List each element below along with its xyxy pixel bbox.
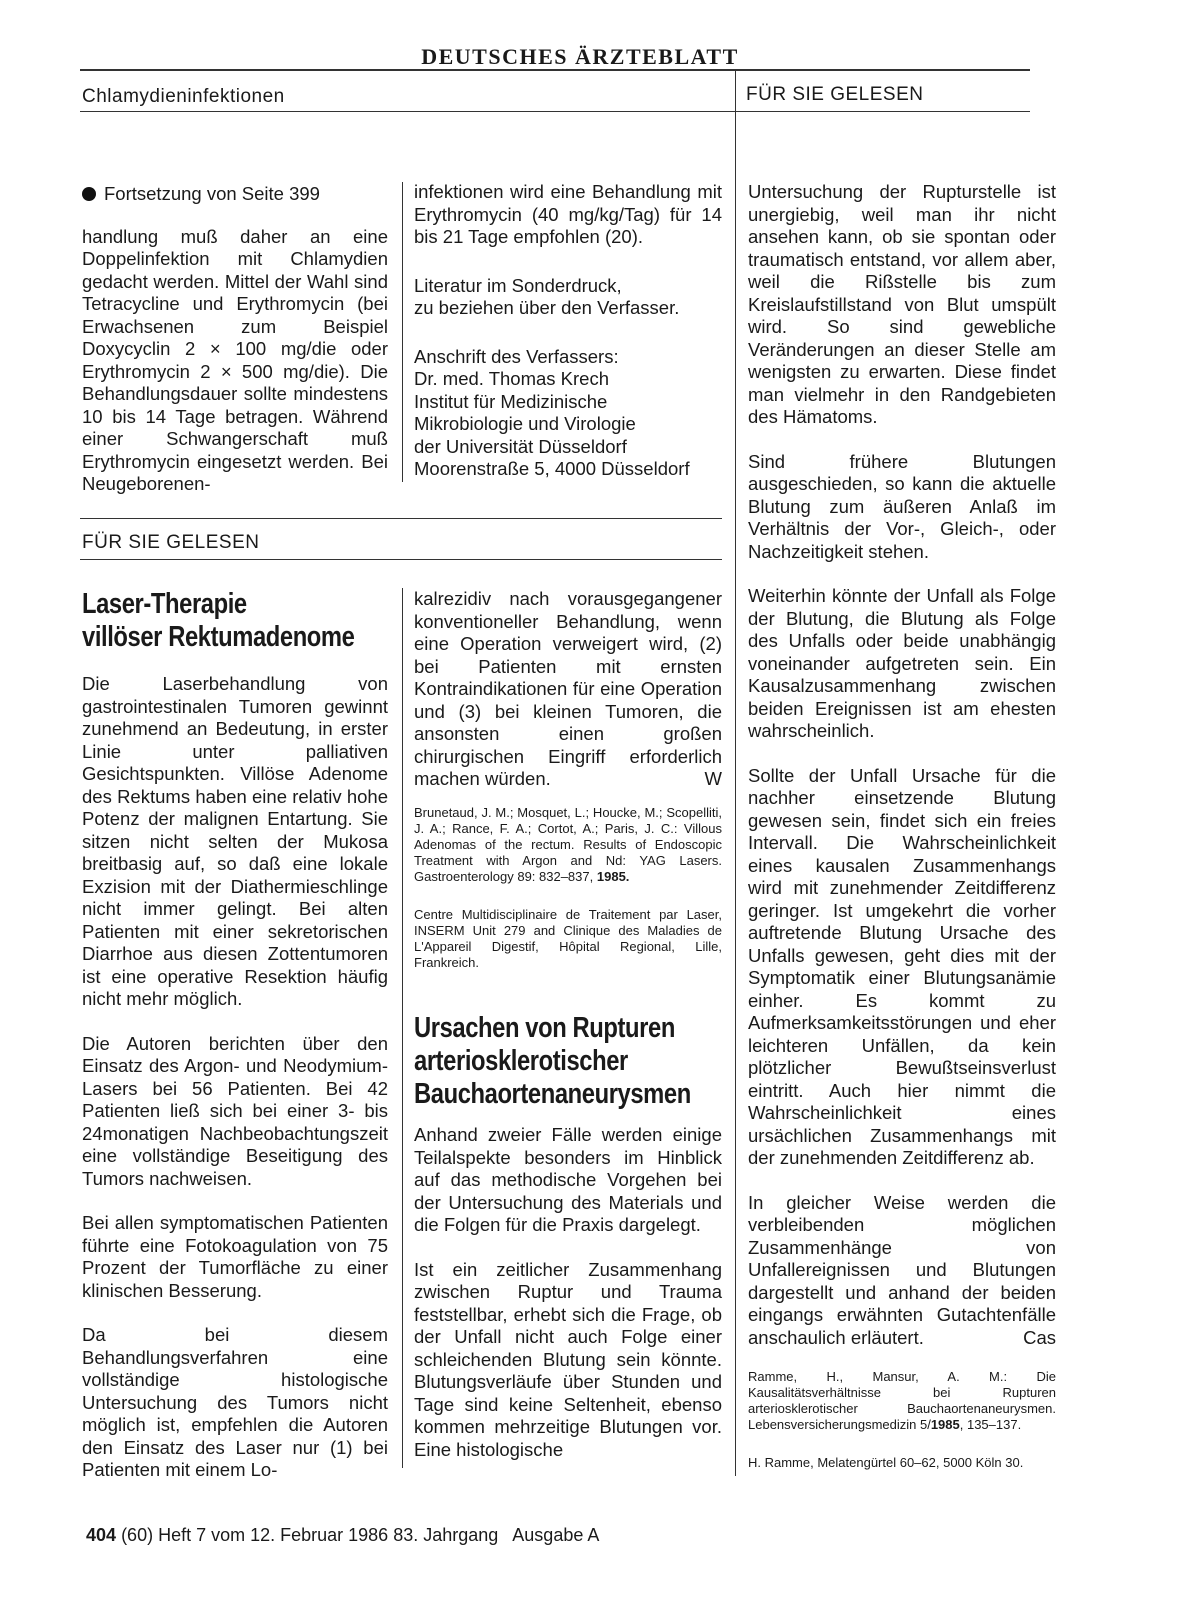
column-divider-top-middle xyxy=(402,182,403,482)
bullet-icon xyxy=(82,187,96,201)
article2-paragraph: Sind frühere Blutungen ausgeschieden, so kann die aktuelle Blutung zum äußeren Anlaß im Verhältnis der Vor-, Gleich-, oder Nachzeitigkeit stehen. xyxy=(748,450,1056,562)
article1-paragraph: Bei allen symptomatischen Patienten führte eine Fotokoagulation von 75 Prozent der Tumorfläche zu einer klinischen Besserung. xyxy=(82,1212,388,1301)
masthead-rule xyxy=(80,69,1030,71)
article1-institution: Centre Multidisciplinaire de Traitement par Laser, INSERM Unit 279 and Clinique des Maladies de L'Appareil Digestif, Hôpital Regional, Lille, Frankreich. xyxy=(414,906,722,970)
article2-paragraph: Untersuchung der Rupturstelle ist unergiebig, weil man ihr nicht ansehen kann, ob sie spontan oder traumatisch entstand, vor allem aber, weil die Rißstelle bis zum Kreislaufstillstand von Blut umspült wird. So sind gewebliche Veränderungen an dieser Stelle am wenigsten zu erwarten. Diese findet man vielmehr in den Randgebieten des Hämatoms. xyxy=(748,181,1056,427)
column-divider-right xyxy=(735,71,736,1476)
section-label-left: Chlamydieninfektionen xyxy=(82,86,285,107)
article1-continued-column xyxy=(414,588,722,993)
top-middle-column xyxy=(414,181,722,481)
masthead: DEUTSCHES ÄRZTEBLATT xyxy=(421,44,739,69)
header-rule xyxy=(80,111,1030,112)
literature-note: Literatur im Sonderdruck, zu beziehen über den Verfasser. xyxy=(414,274,680,318)
section2-top-rule xyxy=(80,518,722,519)
article2-paragraph: Sollte der Unfall Ursache für die nachher einsetzende Blutung gewesen sein, findet sich ein freies Intervall. Die Wahrscheinlichkeit eines kausalen Zusammenhangs wird mit zunehmender Zeitdifferenz geringer. Ist umgekehrt die vorher auftretende Blutung Ursache des Unfalls gewesen, geht dies mit der Symptomatik einer Blutungsanämie einher. Es kommt zu Aufmerksamkeitsstörungen und eher leichteren Unfällen, da kein plötzlicher Bewußtseinsverlust eintritt. Auch hier nimmt die Wahrscheinlichkeit eines ursächlichen Zusammenhangs mit der zunehmenden Zeitdifferenz ab. xyxy=(748,764,1056,1168)
issue-info: (60) Heft 7 vom 12. Februar 1986 83. Jahrgang Ausgabe A xyxy=(121,1525,600,1545)
page-footer xyxy=(86,1525,599,1546)
right-column xyxy=(748,181,1056,1493)
article2-reference: Ramme, H., Mansur, A. M.: Die Kausalitätsverhältnisse bei Rupturen arteriosklerotischer Bauchaortenaneurysmen. Lebensversicherungsmedizin 5/1985, 135–137. xyxy=(748,1369,1056,1432)
section-label-right: FÜR SIE GELESEN xyxy=(746,84,924,105)
article1-body xyxy=(82,673,388,1482)
top-left-column xyxy=(82,183,388,496)
article2-last-paragraph: In gleicher Weise werden die verbleibenden möglichen Zusammenhänge von Unfallereignissen und Blutungen dargestellt und anhand der beiden eingangs erwähnten Gutachtenfälle anschaulich erläutert. Cas xyxy=(748,1191,1056,1348)
article1-paragraph: Da bei diesem Behandlungsverfahren eine vollständige histologische Untersuchung des Tumors nicht möglich ist, empfehlen die Autoren den Einsatz des Laser nur (1) bei Patienten mit einem Lo- xyxy=(82,1324,388,1480)
chlamydia-text: handlung muß daher an eine Doppelinfektion mit Chlamydien gedacht werden. Mittel der Wahl sind Tetracycline und Erythromycin (bei Erwachsenen zum Beispiel Doxycyclin 2 × 100 mg/die oder Erythromycin 2 × 500 mg/die). Die Behandlungsdauer sollte mindestens 10 bis 14 Tage betragen. Während einer Schwangerschaft muß Erythromycin eingesetzt werden. Bei Neugeborenen- xyxy=(82,225,388,494)
article1-signature: W xyxy=(704,768,722,789)
article2-paragraph: Ist ein zeitlicher Zusammenhang zwischen Ruptur und Trauma feststellbar, erhebt sich die Frage, ob der Unfall nicht auch Folge einer schleichenden Blutung sein könnte. Blutungsverläufe über Stunden und Tage sind keine Seltenheit, ebenso kommen mehrzeitige Blutungen vor. Eine histologische xyxy=(414,1258,722,1460)
article2-body xyxy=(414,1124,722,1461)
article1-continued: kalrezidiv nach vorausgegangener konventioneller Behandlung, wenn eine Operation verweigert wird, (2) bei Patienten mit ernsten Kontraindikationen für eine Operation und (3) bei kleinen Tumoren, die ansonsten einen großen chirurgischen Eingriff erforderlich machen würden. W xyxy=(414,588,722,789)
article1-paragraph: Die Laserbehandlung von gastrointestinalen Tumoren gewinnt zunehmend an Bedeutung, in erster Linie unter palliativen Gesichtspunkten. Villöse Adenome des Rektums haben eine relativ hohe Potenz der malignen Entartung. Sie sitzen nicht selten der Mukosa breitbasig auf, so daß eine lokale Exzision mit der Diathermieschlinge nicht immer gelingt. Bei alten Patienten mit einer sekretorischen Diarrhoe aus diesen Zottentumoren ist eine operative Resektion häufig nicht mehr möglich. xyxy=(82,673,388,1009)
chlamydia-continued: infektionen wird eine Behandlung mit Erythromycin (40 mg/kg/Tag) für 14 bis 21 Tage empfohlen (20). xyxy=(414,181,722,247)
article2-paragraph: Weiterhin könnte der Unfall als Folge der Blutung, die Blutung als Folge des Unfalls oder beide unabhängig voneinander aufgetreten sein. Ein Kausalzusammenhang zwischen beiden Ereignissen ist am ehesten wahrscheinlich. xyxy=(748,585,1056,741)
article2-address: H. Ramme, Melatengürtel 60–62, 5000 Köln 30. xyxy=(748,1455,1024,1470)
section2-label: FÜR SIE GELESEN xyxy=(82,532,260,553)
article2-signature: Cas xyxy=(1023,1326,1056,1348)
author-address: Anschrift des Verfassers: Dr. med. Thomas Krech Institut für Medizinische Mikrobiologie und Virologie der Universität Düsseldorf Moorenstraße 5, 4000 Düsseldorf xyxy=(414,345,690,479)
article1-headline: Laser-Therapie villöser Rektumadenome xyxy=(82,588,355,653)
continuation-note: Fortsetzung von Seite 399 xyxy=(82,183,388,206)
article2-paragraph: Anhand zweier Fälle werden einige Teilalspekte besonders im Hinblick auf das methodische Vorgehen bei der Untersuchung des Materials und die Folgen für die Praxis dargelegt. xyxy=(414,1124,722,1235)
article2-headline: Ursachen von Rupturen arteriosklerotischer Bauchaortenaneurysmen xyxy=(414,1012,691,1110)
column-divider-lower-middle xyxy=(402,588,403,1468)
article1-paragraph: Die Autoren berichten über den Einsatz des Argon- und Neodymium-Lasers bei 56 Patienten. Bei 42 Patienten ließ sich bei einer 3- bis 24monatigen Nachbeobachtungszeit eine vollständige Beseitigung des Tumors nachweisen. xyxy=(82,1032,388,1189)
section2-bottom-rule xyxy=(80,559,722,560)
page-number: 404 xyxy=(86,1525,117,1545)
article1-reference: Brunetaud, J. M.; Mosquet, L.; Houcke, M.; Scopelliti, J. A.; Rance, F. A.; Cortot, A.; Paris, J. C.: Villous Adenomas of the rectum. Results of Endoscopic Treatment with Argon and Nd: YAG Lasers. Gastroenterology 89: 832–837, 1985. xyxy=(414,804,722,884)
